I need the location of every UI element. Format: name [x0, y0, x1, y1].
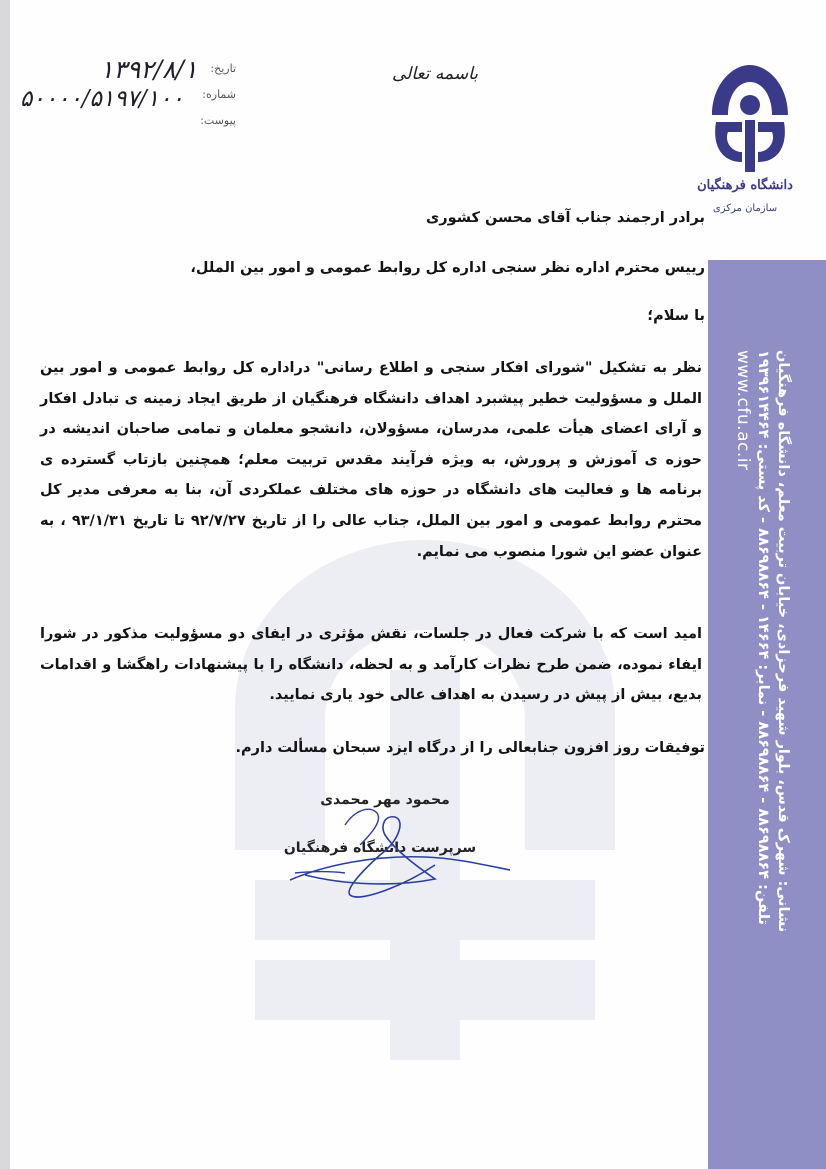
website-link[interactable]: www.cfu.ac.ir — [733, 350, 753, 471]
greeting: با سلام؛ — [647, 308, 705, 324]
body-paragraph-1: نظر به تشکیل "شورای افکار سنجی و اطلاع رسانی" دراداره کل روابط عمومی و امور بین الملل و مسؤولیت خطیر پیشبرد اهداف دانشگاه فرهنگیان از طریق ایجاد زمینه ی تبادل افکار و آرای اعضای هیأت علمی، مدرسان، مسؤولان، دانشجو معلمان و تمامی صاحبان اندیشه در حوزه ی آموزش و پرورش، به ویژه فرآیند مقدس تربیت معلم؛ همچنین بازتاب گسترده ی برنامه ها و فعالیت های دانشگاه در حوزه های مختلف عملکردی آن، بنا به معرفی مدیر کل محترم روابط عمومی و امور بین الملل، جناب عالی را از تاریخ ۹۲/۷/۲۷ تا تاریخ ۹۳/۱/۳۱ ، به عنوان عضو این شورا منصوب می نمایم. — [40, 360, 702, 560]
signer-title: سرپرست دانشگاه فرهنگیان — [283, 840, 477, 856]
side-contact-block — [713, 350, 793, 933]
closing-line: توفیقات روز افزون جنابعالی را از درگاه ایزد سبحان مسألت دارم. — [235, 740, 705, 756]
logo-university-name: دانشگاه فرهنگیان — [697, 178, 793, 193]
addressee-line-1: برادر ارجمند جناب آقای محسن کشوری — [426, 210, 705, 226]
letter-number-value: ۵۰۰۰۰/۵۱۹۷/۱۰۰ — [20, 86, 184, 112]
university-logo-icon — [702, 60, 797, 175]
handwritten-signature-icon — [285, 795, 515, 915]
date-label: تاریخ: — [210, 62, 236, 75]
bismillah-heading: باسمه تعالی — [392, 64, 478, 84]
signer-name: محمود مهر محمدی — [320, 792, 450, 808]
body-paragraph-2: امید است که با شرکت فعال در جلسات، نقش مؤثری در ایفای دو مسؤولیت مذکور در شورا ایفاء نموده، ضمن طرح نظرات کارآمد و به لحظه، دانشگاه را با پیشنهادات راهگشا و اقدامات بدیع، بیش از پیش در رسیدن به اهداف عالی خود یاری نمایید. — [40, 626, 702, 703]
phone-text: تلفن: ۸۸۶۹۸۸۶۴ - ۸۸۶۹۸۸۶۴ - نمابر: ۱۴۶۶۴ - ۸۸۶۹۸۸۶۴ - کد پستی: ۱۹۳۹۶۱۴۴۶۴ — [755, 350, 771, 925]
number-label: شماره: — [202, 88, 236, 101]
address-text: نشانی: شهرک قدس، بلوار شهید فرحزادی، خیابان تربیت معلم، دانشگاه فرهنگیان — [775, 350, 791, 933]
addressee-line-2: رییس محترم اداره نظر سنجی اداره کل روابط عمومی و امور بین الملل، — [190, 260, 705, 276]
attachment-label: پیوست: — [200, 114, 236, 127]
logo-subtitle: سازمان مرکزی — [712, 203, 778, 214]
date-value: ۱۳۹۲/۸/۱ — [100, 55, 198, 84]
